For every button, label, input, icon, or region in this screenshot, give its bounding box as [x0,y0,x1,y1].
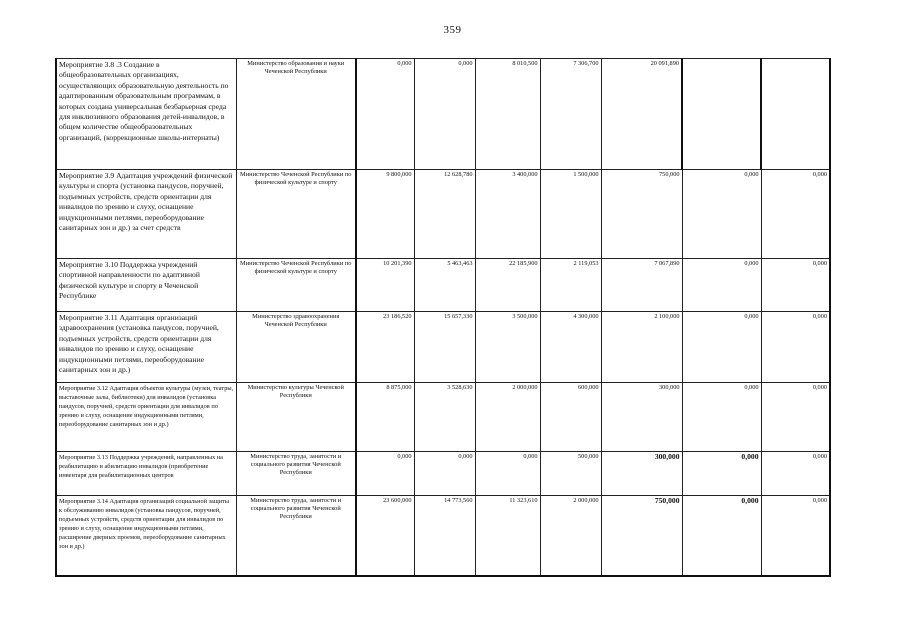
value-cell: 10 201,390 [356,259,414,312]
value-cell: 0,000 [356,452,414,496]
value-cell: 23 600,000 [356,496,414,576]
value-cell: 0,000 [682,259,761,312]
ministry-cell: Министерство образования и науки Чеченской Республики [236,59,356,170]
value-cell: 600,000 [540,383,601,452]
value-cell: 0,000 [761,383,830,452]
value-cell: 2 000,000 [475,383,540,452]
value-cell: 20 091,890 [601,59,682,170]
event-cell: Мероприятие 3.9 Адаптация учреждений физической культуры и спорта (установка пандусов, поручней, подъемных устройств, средств ориентации для инвалидов по зрению и слуху, оснащение индукционными петлями, переоборудование санитарных зон и др.) за счет средств [56,170,236,259]
table-row [56,452,830,496]
event-cell: Мероприятие 3.11 Адаптация организаций здравоохранения (установка пандусов, поручней, подъемных устройств, средств ориентации для инвалидов по зрению и слуху, оснащение индукционными петлями, переоборудование санитарных зон и др.) [56,312,236,383]
value-cell: 7 067,890 [601,259,682,312]
value-cell: 22 185,900 [475,259,540,312]
value-cell: 1 500,000 [540,170,601,259]
table-row [56,170,830,259]
value-cell: 11 323,610 [475,496,540,576]
value-cell: 0,000 [414,452,475,496]
value-cell: 8 010,500 [475,59,540,170]
event-cell: Мероприятие 3.8 .3 Создание в общеобразовательных организациях, осуществляющих образовательную деятельность по адаптированным образовательным программам, в которых создана универсальная безбарьерная среда для инклюзивного образования детей-инвалидов, в общем количестве общеобразовательных организаций, (коррекционные школы-интернаты) [56,59,236,170]
ministry-cell: Министерство здравоохранения Чеченской Республики [236,312,356,383]
table-body [56,59,830,576]
event-cell: Мероприятие 3.12 Адаптация объектов культуры (музеи, театры, выставочные залы, библиотеки) для инвалидов (установка пандусов, поручней, средств ориентации для инвалидов по зрению и слуху, оснащение индукционными петлями, переоборудование санитарных зон и др.) [56,383,236,452]
ministry-cell: Министерство Чеченской Республики по физической культуре и спорту [236,259,356,312]
event-cell: Мероприятие 3.13 Поддержка учреждений, направленных на реабилитацию и абилитацию инвалидов (приобретение инвентаря для реабилитационных центров [56,452,236,496]
table-row [56,383,830,452]
value-cell: 3 500,000 [475,312,540,383]
page-number: 359 [443,24,462,36]
value-cell: 0,000 [682,312,761,383]
value-cell: 0,000 [761,259,830,312]
value-cell: 3 400,000 [475,170,540,259]
value-cell: 0,000 [356,59,414,170]
value-cell: 7 306,700 [540,59,601,170]
value-cell: 300,000 [601,383,682,452]
value-cell: 0,000 [761,312,830,383]
value-cell: 0,000 [682,383,761,452]
value-cell: 2 000,000 [540,496,601,576]
value-cell [682,59,761,170]
value-cell: 750,000 [601,496,682,576]
value-cell: 2 100,000 [601,312,682,383]
table-row [56,59,830,170]
value-cell: 0,000 [475,452,540,496]
value-cell: 0,000 [761,170,830,259]
value-cell [761,59,830,170]
table-row [56,259,830,312]
value-cell: 9 800,000 [356,170,414,259]
value-cell: 0,000 [761,496,830,576]
ministry-cell: Министерство культуры Чеченской Республики [236,383,356,452]
value-cell: 0,000 [682,452,761,496]
value-cell: 500,000 [540,452,601,496]
value-cell: 5 463,463 [414,259,475,312]
table-row [56,312,830,383]
ministry-cell: Министерство труда, занятости и социального развития Чеченской Республики [236,452,356,496]
value-cell: 0,000 [682,496,761,576]
value-cell: 0,000 [414,59,475,170]
event-cell: Мероприятие 3.10 Поддержка учреждений спортивной направленности по адаптивной физической культуре и спорту в Чеченской Республике [56,259,236,312]
ministry-cell: Министерство Чеченской Республики по физической культуре и спорту [236,170,356,259]
table-row [56,496,830,576]
value-cell: 300,000 [601,452,682,496]
event-cell: Мероприятие 3.14 Адаптация организаций социальной защиты к обслуживанию инвалидов (установка пандусов, поручней, подъемных устройств, средств ориентации для инвалидов по зрению и слуху, оснащение индукционными петлями, расширение дверных проемов, переоборудование санитарных зон и др.) [56,496,236,576]
value-cell: 14 773,560 [414,496,475,576]
value-cell: 0,000 [682,170,761,259]
value-cell: 3 528,630 [414,383,475,452]
value-cell: 750,000 [601,170,682,259]
ministry-cell: Министерство труда, занятости и социального развития Чеченской Республики [236,496,356,576]
value-cell: 2 119,053 [540,259,601,312]
value-cell: 23 186,520 [356,312,414,383]
value-cell: 0,000 [761,452,830,496]
value-cell: 12 628,780 [414,170,475,259]
value-cell: 8 875,000 [356,383,414,452]
value-cell: 4 300,000 [540,312,601,383]
value-cell: 15 657,330 [414,312,475,383]
budget-table [55,58,831,577]
